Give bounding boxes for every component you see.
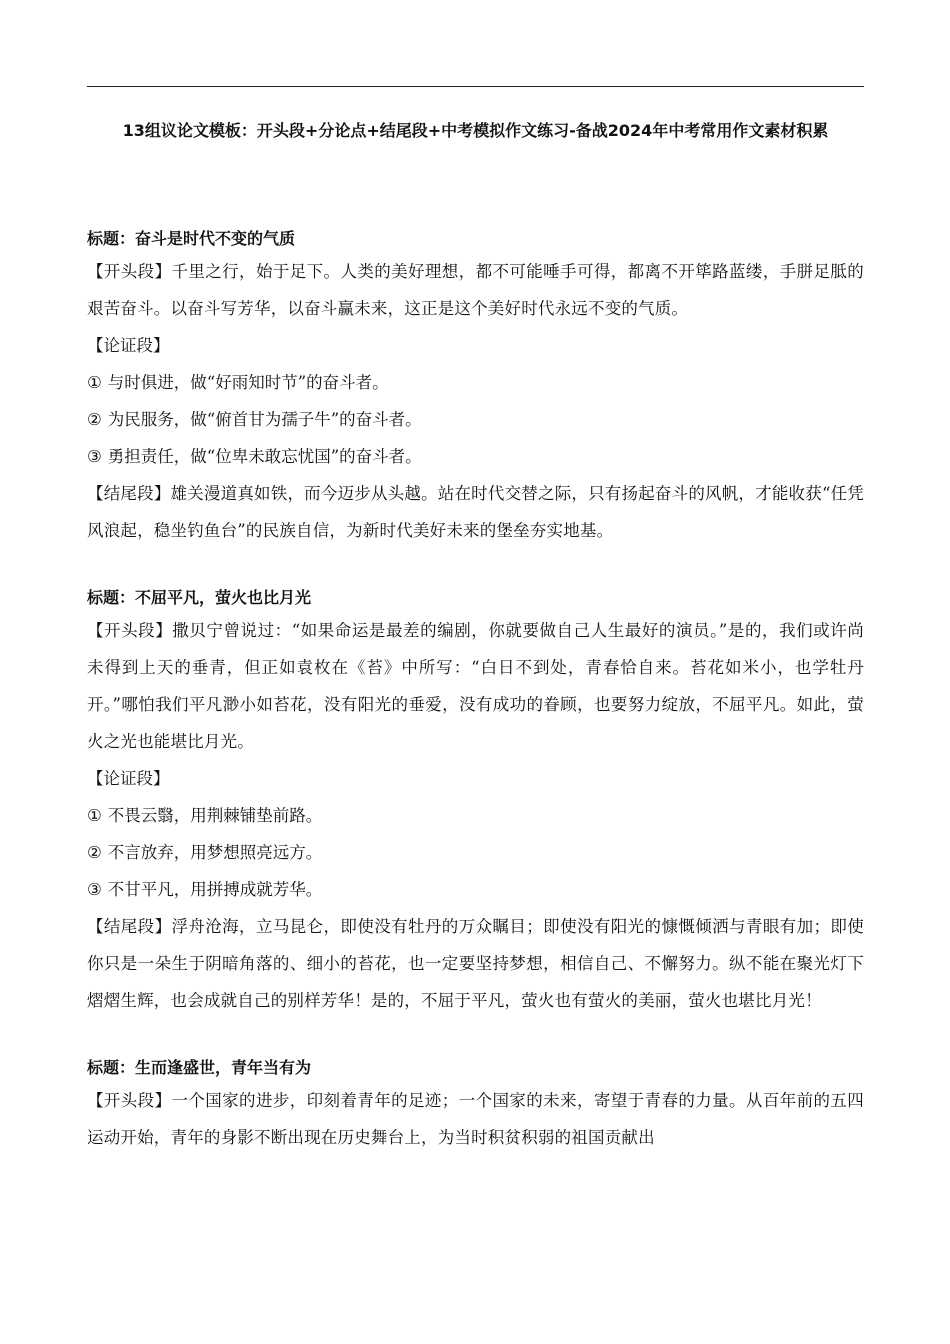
argument-point [87, 401, 864, 438]
point-number: ② [87, 843, 102, 862]
argument-point [87, 797, 864, 834]
document-body [87, 227, 864, 1156]
point-text: 勇担责任，做“位卑未敢忘忧国”的奋斗者。 [107, 447, 422, 466]
closing-paragraph: 【结尾段】雄关漫道真如铁，而今迈步从头越。站在时代交替之际，只有扬起奋斗的风帆，才能收获“任凭风浪起，稳坐钓鱼台”的民族自信，为新时代美好未来的堡垒夯实地基。 [87, 484, 864, 540]
point-text: 为民服务，做“俯首甘为孺子牛”的奋斗者。 [107, 410, 422, 429]
opening-paragraph: 【开头段】千里之行，始于足下。人类的美好理想，都不可能唾手可得，都离不开筚路蓝缕，手胼足胝的艰苦奋斗。以奋斗写芳华，以奋斗赢未来，这正是这个美好时代永远不变的气质。 [87, 262, 864, 318]
argument-point [87, 364, 864, 401]
argument-point [87, 871, 864, 908]
point-text: 不甘平凡，用拼搏成就芳华。 [107, 880, 323, 899]
argument-point [87, 438, 864, 475]
essay-section [87, 1056, 864, 1156]
opening-paragraph: 【开头段】撒贝宁曾说过：“如果命运是最差的编剧，你就要做自己人生最好的演员。”是的，我们或许尚未得到上天的垂青，但正如袁枚在《苔》中所写：“白日不到处，青春恰自来。苔花如米小，也学牡丹开。”哪怕我们平凡渺小如苔花，没有阳光的垂爱，没有成功的眷顾，也要努力绽放，不屈平凡。如此，萤火之光也能堪比月光。 [87, 621, 864, 751]
essay-section [87, 227, 864, 549]
essay-section [87, 586, 864, 1019]
section-heading: 标题：生而逢盛世，青年当有为 [87, 1058, 312, 1077]
header-rule [87, 86, 864, 87]
point-text: 不畏云翳，用荆棘铺垫前路。 [107, 806, 323, 825]
point-text: 与时俱进，做“好雨知时节”的奋斗者。 [107, 373, 389, 392]
point-text: 不言放弃，用梦想照亮远方。 [107, 843, 323, 862]
point-number: ① [87, 373, 102, 392]
point-number: ① [87, 806, 102, 825]
point-number: ③ [87, 880, 102, 899]
opening-paragraph: 【开头段】一个国家的进步，印刻着青年的足迹；一个国家的未来，寄望于青春的力量。从百年前的五四运动开始，青年的身影不断出现在历史舞台上，为当时积贫积弱的祖国贡献出 [87, 1091, 864, 1147]
section-heading: 标题：奋斗是时代不变的气质 [87, 229, 296, 248]
argument-point [87, 834, 864, 871]
argument-label: 【论证段】 [87, 336, 170, 355]
closing-paragraph: 【结尾段】浮舟沧海，立马昆仑，即使没有牡丹的万众瞩目；即使没有阳光的慷慨倾洒与青眼有加；即使你只是一朵生于阴暗角落的、细小的苔花，也一定要坚持梦想，相信自己、不懈努力。纵不能在聚光灯下熠熠生辉，也会成就自己的别样芳华！是的，不屈于平凡，萤火也有萤火的美丽，萤火也堪比月光！ [87, 917, 864, 1010]
document-title: 13组议论文模板：开头段+分论点+结尾段+中考模拟作文练习-备战2024年中考常用作文素材积累 [122, 121, 829, 140]
point-number: ③ [87, 447, 102, 466]
argument-label: 【论证段】 [87, 769, 170, 788]
section-heading: 标题：不屈平凡，萤火也比月光 [87, 588, 312, 607]
point-number: ② [87, 410, 102, 429]
